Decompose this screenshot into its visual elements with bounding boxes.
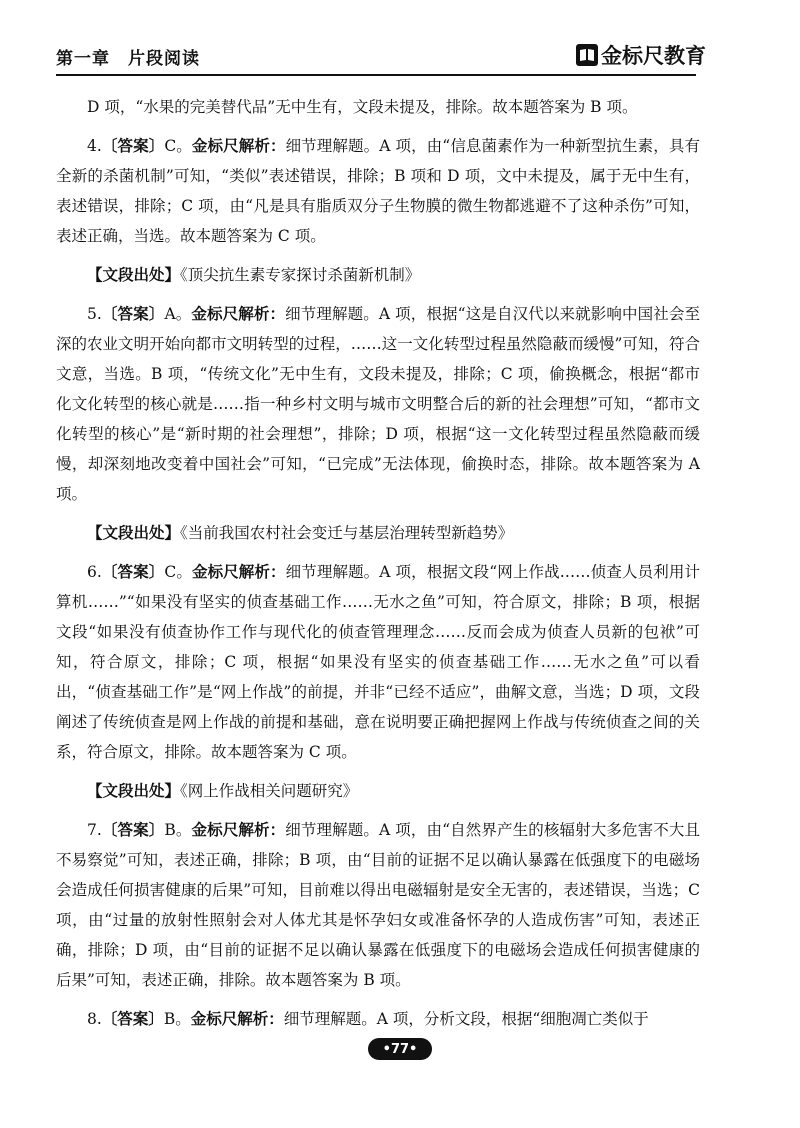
answer-content [56, 92, 700, 1043]
source-line-6: 【文段出处】《网上作战相关问题研究》 [87, 782, 359, 800]
header-rule [56, 74, 696, 76]
chapter-title: 第一章 片段阅读 [56, 49, 200, 69]
answer-item-7: 7.〔答案〕B。金标尺解析：细节理解题。A 项，由“自然界产生的核辐射大多危害不大且不易察觉”可知，表述正确，排除；B 项，由“目前的证据不足以确认暴露在低强度下的电磁场会造成任何损害健康的后果”可知，目前难以得出电磁辐射是安全无害的，表述错误，当选；C 项，由“过量的放射性照射会对人体尤其是怀孕妇女或准备怀孕的人造成伤害”可知，表述正确，排除；D 项，由“目前的证据不足以确认暴露在低强度下的电磁场会造成任何损害健康的后果”可知，表述正确，排除。故本题答案为 B 项。 [56, 821, 700, 989]
source-line-5: 【文段出处】《当前我国农村社会变迁与基层治理转型新趋势》 [87, 524, 514, 542]
page-number: •77• [368, 1038, 432, 1060]
page-header [0, 0, 800, 80]
source-line-4: 【文段出处】《顶尖抗生素专家探讨杀菌新机制》 [87, 266, 421, 284]
publisher-logo [576, 40, 706, 70]
answer-item-4: 4.〔答案〕C。金标尺解析：细节理解题。A 项，由“信息菌素作为一种新型抗生素，具有全新的杀菌机制”可知，“类似”表述错误，排除；B 项和 D 项，文中未提及，属于无中生有，表述错误，排除；C 项，由“凡是具有脂质双分子生物膜的微生物都逃避不了这种杀伤”可知，表述正确，当选。故本题答案为 C 项。 [56, 137, 700, 245]
book-icon [576, 44, 598, 66]
paragraph-continuation: D 项，“水果的完美替代品”无中生有，文段未提及，排除。故本题答案为 B 项。 [87, 98, 638, 116]
answer-item-5: 5.〔答案〕A。金标尺解析：细节理解题。A 项，根据“这是自汉代以来就影响中国社会至深的农业文明开始向都市文明转型的过程，……这一文化转型过程虽然隐蔽而缓慢”可知，符合文意，当选。B 项，“传统文化”无中生有，文段未提及，排除；C 项，偷换概念，根据“都市化文化转型的核心就是……指一种乡村文明与城市文明整合后的新的社会理想”可知，“都市文化转型的核心”是“新时期的社会理想”，排除；D 项，根据“这一文化转型过程虽然隐蔽而缓慢，却深刻地改变着中国社会”可知，“已完成”无法体现，偷换时态，排除。故本题答案为 A 项。 [56, 305, 700, 503]
answer-item-6: 6.〔答案〕C。金标尺解析：细节理解题。A 项，根据文段“网上作战……侦查人员利用计算机……”“如果没有坚实的侦查基础工作……无水之鱼”可知，符合原文，排除；B 项，根据文段“如果没有侦查协作工作与现代化的侦查管理理念……反而会成为侦查人员新的包袱”可知，符合原文，排除；C 项，根据“如果没有坚实的侦查基础工作……无水之鱼”可以看出，“侦查基础工作”是“网上作战”的前提，并非“已经不适应”，曲解文意，当选；D 项，文段阐述了传统侦查是网上作战的前提和基础，意在说明要正确把握网上作战与传统侦查之间的关系，符合原文，排除。故本题答案为 C 项。 [56, 563, 700, 761]
answer-item-8: 8.〔答案〕B。金标尺解析：细节理解题。A 项，分析文段，根据“细胞凋亡类似于 [87, 1010, 649, 1028]
logo-text: 金标尺教育 [601, 44, 706, 68]
